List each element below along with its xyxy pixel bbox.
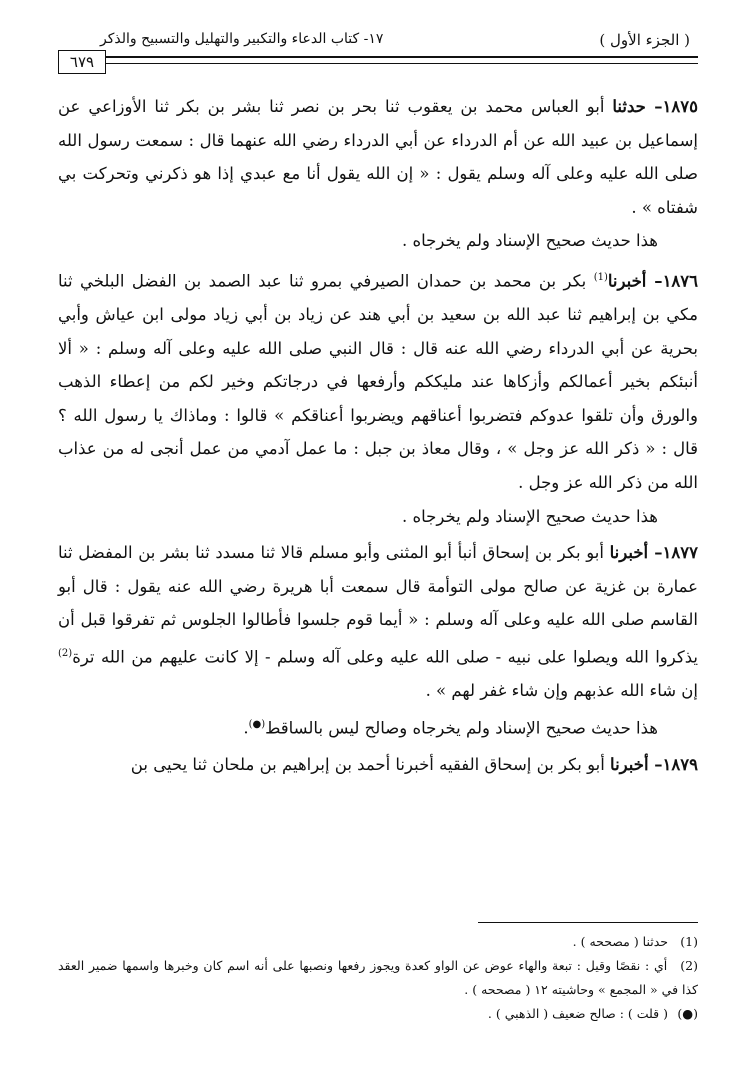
hadith-lead: أخبرنا xyxy=(610,754,649,774)
hadith-1879: ١٨٧٩– أخبرنا أبو بكر بن إسحاق الفقيه أخبرنا أحمد بن إبراهيم بن ملحان ثنا يحيى بن xyxy=(130,754,698,774)
book-page xyxy=(58,22,698,1052)
hadith-text-end: إن شاء الله عذبهم وإن شاء غفر لهم » . xyxy=(425,681,698,701)
hadith-lead: حدثنا xyxy=(612,97,646,116)
footnote-text: حدثنا ( مصححه ) . xyxy=(572,934,669,949)
footnote xyxy=(58,930,698,954)
footnote-ref: (2) xyxy=(58,648,73,659)
main-text xyxy=(58,90,698,781)
hadith-lead: أخبرنا xyxy=(609,543,649,563)
footnote-text: أي : نقصًا وقيل : تبعة والهاء عوض عن الواو كعدة ويجوز رفعها ونصبها على أنه اسم كان وخبرها واسمها ضمير العقد كذا في « المجمع » وحاشيته ١٢ ( مصححه ) . xyxy=(58,958,698,997)
footnote-mark: (●) xyxy=(677,1006,698,1021)
hadith-text: أبو بكر بن إسحاق أنبأ أبو المثنى وأبو مسلم قالا ثنا مسدد ثنا بشر بن المفضل ثنا عمارة بن غزية عن صالح مولى التوأمة قال سمعت أبا هريرة رضي الله عنه يقول : قال أبو القاسم صلى الله عليه وعلى آله وسلم : « أيما قوم جلسوا فأطالوا الجلوس ثم تفرقوا قبل أن يذكروا الله ويصلوا على نبيه - صلى الله عليه وعلى آله وسلم - إلا كانت عليهم من الله ترة xyxy=(58,543,698,667)
chapter-title: ١٧- كتاب الدعاء والتكبير والتهليل والتسبيح والذكر xyxy=(100,31,384,47)
hadith-number: ١٨٧٧ xyxy=(662,543,698,563)
header-rule-thin xyxy=(104,63,698,64)
hadith-text: أبو بكر بن إسحاق الفقيه أخبرنا أحمد بن إبراهيم بن ملحان ثنا يحيى بن xyxy=(130,754,605,774)
hadith-text: بكر بن محمد بن حمدان الصيرفي بمرو ثنا عبد الصمد بن الفضل البلخي ثنا مكي بن إبراهيم ثنا عبد الله بن سعيد بن أبي هند عن زياد بن أبي زياد مولى ابن عياش وأبي بحرية عن أبي الدرداء رضي الله عنه قال : قال النبي صلى الله عليه وعلى آله وسلم : « ألا أنبئكم بخير أعمالكم وأزكاها عند مليككم وأرفعها في درجاتكم وخير لكم من إعطاء الذهب والورق وأن تلقوا عدوكم فتضربوا أعناقهم ويضربوا أعناقكم » قالوا : وماذاك يا رسول الله ؟ قال : « ذكر الله عز وجل » ، وقال معاذ بن جبل : ما عمل آدمي من عمل أنجى له من عذاب الله من ذكر الله عز وجل . xyxy=(58,271,698,493)
footnote-mark: (1) xyxy=(680,934,698,949)
ruling-text: هذا حديث صحيح الإسناد ولم يخرجاه وصالح ليس بالساقط xyxy=(265,718,658,738)
volume-label: ( الجزء الأول ) xyxy=(599,31,690,49)
hadith-1875: ١٨٧٥– حدثنا أبو العباس محمد بن يعقوب ثنا بحر بن نصر ثنا بشر بن بكر ثنا الأوزاعي عن إسماعيل بن عبيد الله عن أم الدرداء عن أبي الدرداء رضي الله عنهما قال : سمعت رسول الله صلى الله عليه وعلى آله وسلم يقول : « إن الله يقول أنا مع عبدي إذا هو ذكرني وتحركت بي شفتاه » . xyxy=(58,97,698,217)
hadith-number: ١٨٧٦ xyxy=(662,271,699,291)
page-number: ٦٧٩ xyxy=(58,50,106,74)
footnote-separator xyxy=(478,922,698,923)
footnote-mark: (2) xyxy=(680,958,698,973)
footnotes xyxy=(58,930,698,1026)
hadith-1877: ١٨٧٧– أخبرنا أبو بكر بن إسحاق أنبأ أبو المثنى وأبو مسلم قالا ثنا مسدد ثنا بشر بن المفضل ثنا عمارة بن غزية عن صالح مولى التوأمة قال سمعت أبا هريرة رضي الله عنه يقول : قال أبو القاسم صلى الله عليه وعلى آله وسلم : « أيما قوم جلسوا فأطالوا الجلوس ثم تفرقوا قبل أن يذكروا الله ويصلوا على نبيه - صلى الله عليه وعلى آله وسلم - إلا كانت عليهم من الله ترة$^{(2)}$ إن شاء الله عذبهم وإن شاء غفر لهم » . xyxy=(58,543,698,701)
hadith-text: أبو العباس محمد بن يعقوب ثنا بحر بن نصر ثنا بشر بن بكر ثنا الأوزاعي عن إسماعيل بن عبيد الله عن أم الدرداء عن أبي الدرداء رضي الله عنهما قال : سمعت رسول الله صلى الله عليه وعلى آله وسلم يقول : « إن الله يقول أنا مع عبدي إذا هو ذكرني وتحركت بي شفتاه » . xyxy=(58,97,698,217)
hadith-ruling: هذا حديث صحيح الإسناد ولم يخرجاه وصالح ليس بالساقط(●). xyxy=(243,718,658,738)
footnote-ref: (1) xyxy=(593,271,608,283)
header-rule-thick xyxy=(104,56,698,58)
hadith-ruling: هذا حديث صحيح الإسناد ولم يخرجاه . xyxy=(402,506,658,526)
hadith-lead: أخبرنا xyxy=(607,271,647,291)
hadith-number: ١٨٧٩ xyxy=(662,754,698,774)
running-header xyxy=(58,22,698,52)
footnote-ref: (●) xyxy=(248,718,266,730)
hadith-1876: ١٨٧٦– أخبرنا$^{(1)}$ بكر بن محمد بن حمدان الصيرفي بمرو ثنا عبد الصمد بن الفضل البلخي ثنا مكي بن إبراهيم ثنا عبد الله بن سعيد بن أبي هند عن زياد بن أبي زياد مولى ابن عياش وأبي بحرية عن أبي الدرداء رضي الله عنه قال : قال النبي صلى الله عليه وعلى آله وسلم : « ألا أنبئكم بخير أعمالكم وأزكاها عند مليككم وأرفعها في درجاتكم وخير لكم من إعطاء الذهب والورق وأن تلقوا عدوكم فتضربوا أعناقهم ويضربوا أعناقكم » قالوا : وماذاك يا رسول الله ؟ قال : « ذكر الله عز وجل » ، وقال معاذ بن جبل : ما عمل آدمي من عمل أنجى له من عذاب الله من ذكر الله عز وجل . xyxy=(58,271,699,493)
hadith-number: ١٨٧٥ xyxy=(662,97,698,116)
footnote xyxy=(58,954,698,1002)
footnote-text: ( قلت ) : صالح ضعيف ( الذهبي ) . xyxy=(487,1006,669,1021)
footnote xyxy=(58,1002,698,1026)
hadith-ruling: هذا حديث صحيح الإسناد ولم يخرجاه . xyxy=(402,231,658,251)
